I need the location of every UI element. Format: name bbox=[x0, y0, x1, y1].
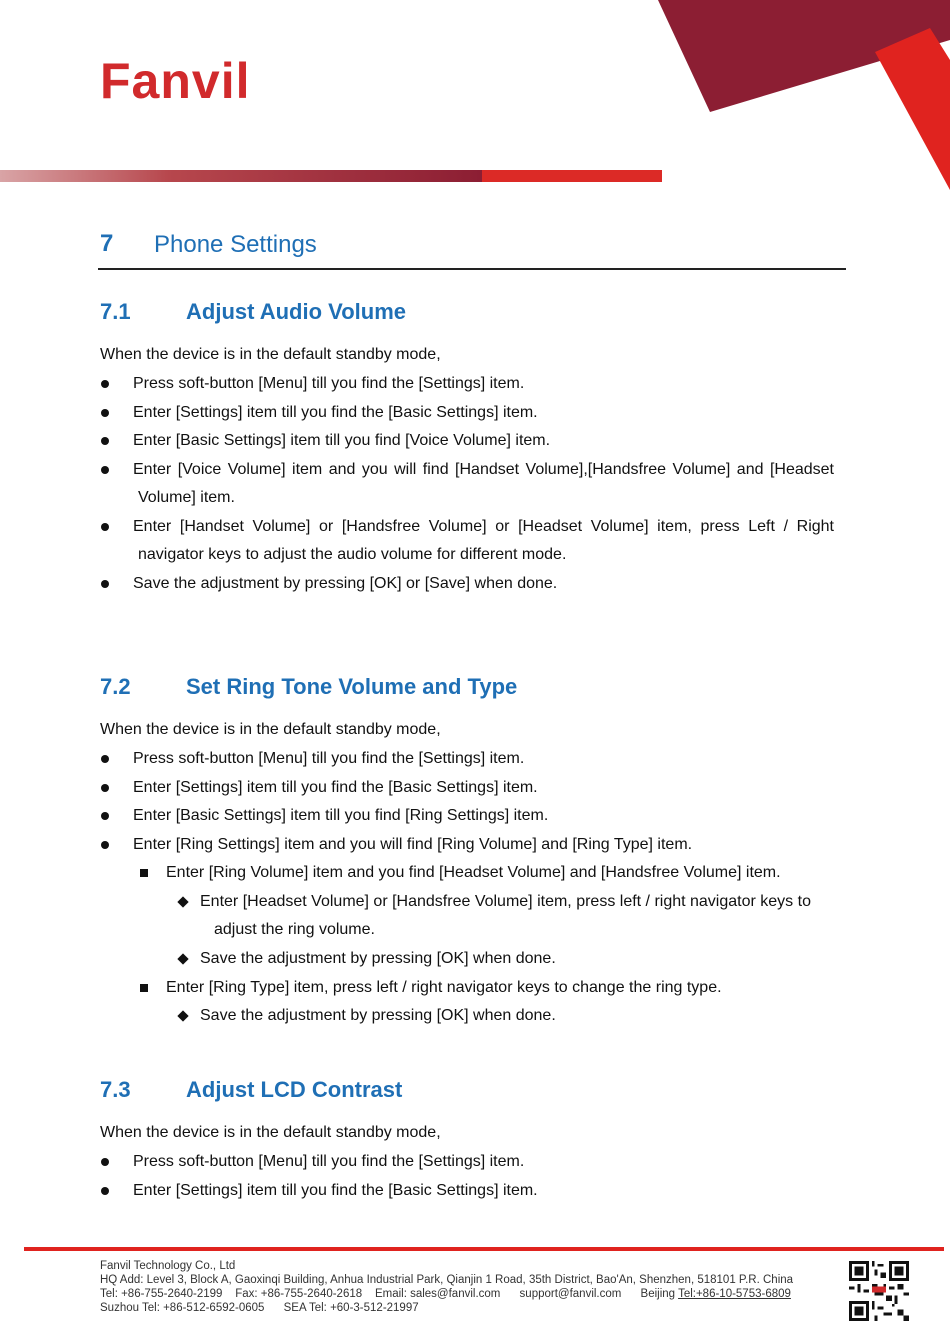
sub-list-item: Enter [Ring Volume] item and you find [Headset Volume] and [Handsfree Volume] item. bbox=[166, 864, 781, 881]
header-bar-red bbox=[482, 170, 662, 182]
bullet-dot-icon bbox=[101, 466, 109, 474]
chapter-number: 7 bbox=[100, 230, 114, 257]
section-number: 7.3 bbox=[100, 1077, 131, 1102]
qr-code-icon bbox=[849, 1261, 909, 1321]
bullet-dot-icon bbox=[101, 784, 109, 792]
list-item: Press soft-button [Menu] till you find the [Settings] item. bbox=[133, 375, 525, 392]
list-item: Press soft-button [Menu] till you find the [Settings] item. bbox=[133, 750, 525, 767]
list-item: Press soft-button [Menu] till you find the [Settings] item. bbox=[133, 1153, 525, 1170]
footer-text bbox=[100, 1259, 835, 1315]
bullet-dot-icon bbox=[101, 523, 109, 531]
section-intro: When the device is in the default standby mode, bbox=[100, 346, 441, 363]
bullet-square-icon bbox=[140, 869, 148, 877]
section-intro: When the device is in the default standby mode, bbox=[100, 721, 441, 738]
list-item: Enter [Handset Volume] or [Handsfree Volume] or [Headset Volume] item, press Left / Right bbox=[133, 518, 834, 535]
bullet-dot-icon bbox=[101, 1187, 109, 1195]
list-item: Enter [Settings] item till you find the [Basic Settings] item. bbox=[133, 1182, 538, 1199]
footer-address: HQ Add: Level 3, Block A, Gaoxinqi Building, Anhua Industrial Park, Qianjin 1 Road, 35th District, Bao'An, Shenzhen, 518101 P.R. China bbox=[100, 1274, 794, 1286]
footer-email[interactable]: Email: sales@fanvil.com bbox=[374, 1288, 501, 1300]
bullet-square-icon bbox=[140, 984, 148, 992]
chapter-rule bbox=[98, 268, 846, 270]
sub-sub-list-item-continued: adjust the ring volume. bbox=[214, 921, 375, 938]
footer-rule bbox=[24, 1247, 944, 1251]
footer-contacts bbox=[100, 1287, 835, 1301]
footer-sea-tel: SEA Tel: +60-3-512-21997 bbox=[283, 1302, 419, 1314]
list-item: Enter [Basic Settings] item till you find [Ring Settings] item. bbox=[133, 807, 549, 824]
sub-sub-list-item: Save the adjustment by pressing [OK] when done. bbox=[200, 1007, 556, 1024]
list-item: Enter [Voice Volume] item and you will find [Handset Volume],[Handsfree Volume] and [Headset bbox=[133, 461, 834, 478]
section-number: 7.2 bbox=[100, 674, 131, 699]
bullet-diamond-icon bbox=[177, 896, 188, 907]
header-corner-graphic bbox=[600, 0, 950, 195]
bullet-diamond-icon bbox=[177, 953, 188, 964]
bullet-dot-icon bbox=[101, 580, 109, 588]
bullet-dot-icon bbox=[101, 755, 109, 763]
footer-company: Fanvil Technology Co., Ltd bbox=[100, 1260, 236, 1272]
bullet-diamond-icon bbox=[177, 1010, 188, 1021]
fanvil-logo: Fanvil bbox=[100, 53, 251, 109]
section-title: Adjust Audio Volume bbox=[186, 299, 406, 324]
header-bar-dark bbox=[0, 170, 482, 182]
chapter-title: Phone Settings bbox=[154, 231, 317, 258]
sub-list-item: Enter [Ring Type] item, press left / right navigator keys to change the ring type. bbox=[166, 979, 722, 996]
list-item: Enter [Ring Settings] item and you will find [Ring Volume] and [Ring Type] item. bbox=[133, 836, 693, 853]
bullet-dot-icon bbox=[101, 812, 109, 820]
list-item: Save the adjustment by pressing [OK] or [Save] when done. bbox=[133, 575, 558, 592]
section-number: 7.1 bbox=[100, 299, 131, 324]
section-title: Set Ring Tone Volume and Type bbox=[186, 674, 518, 699]
footer-beijing-label: Beijing bbox=[640, 1288, 676, 1300]
list-item: Enter [Settings] item till you find the [Basic Settings] item. bbox=[133, 779, 538, 796]
list-item: Enter [Basic Settings] item till you find [Voice Volume] item. bbox=[133, 432, 551, 449]
list-item-continued: Volume] item. bbox=[138, 489, 235, 506]
bullet-dot-icon bbox=[101, 437, 109, 445]
bullet-dot-icon bbox=[101, 409, 109, 417]
bullet-dot-icon bbox=[101, 380, 109, 388]
section-intro: When the device is in the default standby mode, bbox=[100, 1124, 441, 1141]
list-item: Enter [Settings] item till you find the [Basic Settings] item. bbox=[133, 404, 538, 421]
list-item-continued: navigator keys to adjust the audio volume for different mode. bbox=[138, 546, 567, 563]
footer-support-email[interactable]: support@fanvil.com bbox=[519, 1288, 622, 1300]
bullet-dot-icon bbox=[101, 1158, 109, 1166]
sub-sub-list-item: Save the adjustment by pressing [OK] when done. bbox=[200, 950, 556, 967]
footer-fax: Fax: +86-755-2640-2618 bbox=[235, 1288, 363, 1300]
sub-sub-list-item: Enter [Headset Volume] or [Handsfree Volume] item, press left / right navigator keys to bbox=[200, 893, 811, 910]
footer-branches bbox=[100, 1301, 835, 1315]
bullet-dot-icon bbox=[101, 841, 109, 849]
footer-tel: Tel: +86-755-2640-2199 bbox=[100, 1288, 223, 1300]
footer-suzhou-tel: Suzhou Tel: +86-512-6592-0605 bbox=[100, 1302, 265, 1314]
footer-beijing-tel[interactable]: Tel:+86-10-5753-6809 bbox=[678, 1288, 791, 1300]
section-title: Adjust LCD Contrast bbox=[186, 1077, 403, 1102]
